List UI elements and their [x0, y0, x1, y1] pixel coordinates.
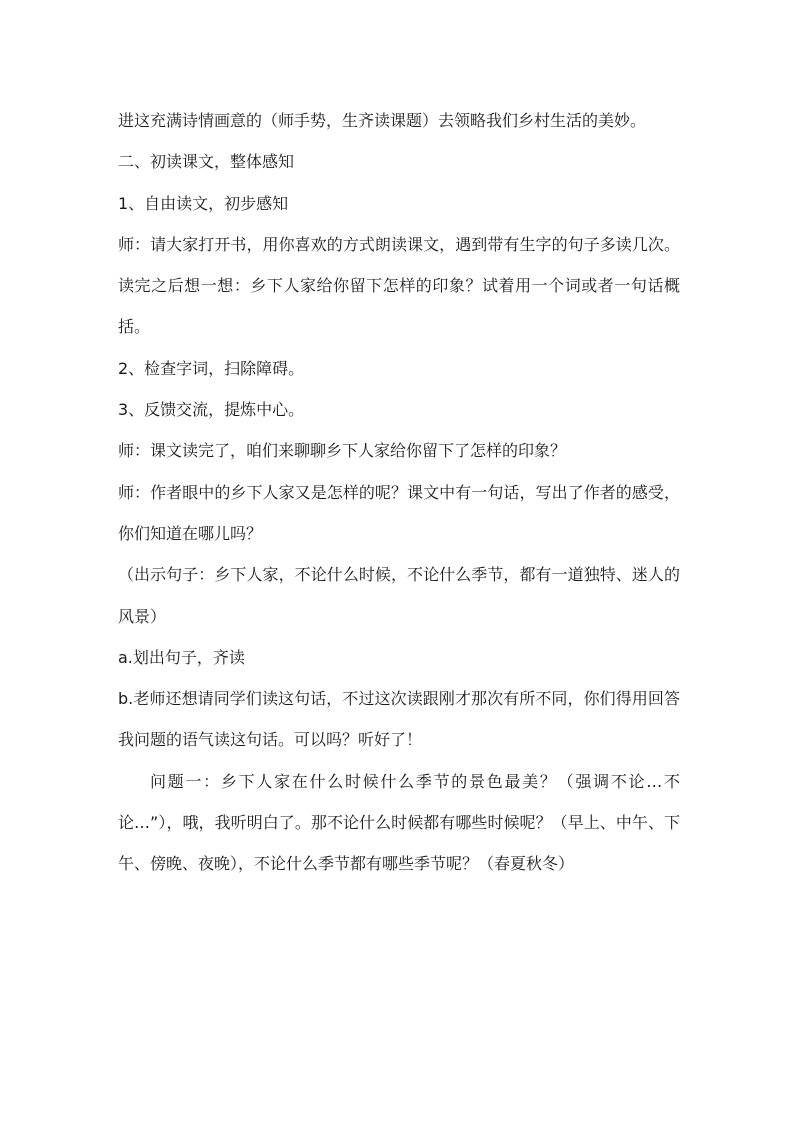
activity-b-read-again: b.老师还想请同学们读这句话，不过这次读跟刚才那次有所不同，你们得用回答我问题的语气读这句话。可以吗？听好了！ — [118, 689, 680, 750]
paragraph-intro-continuation: 进这充满诗情画意的（师手势，生齐读课题）去领略我们乡村生活的美妙。 — [118, 111, 647, 130]
teacher-question-author-view: 师：作者眼中的乡下人家又是怎样的呢？课文中有一句话，写出了作者的感受，你们知道在哪儿吗？ — [118, 482, 680, 543]
activity-a-underline: a.划出句子，齐读 — [118, 647, 245, 667]
step-heading-feedback: 3、反馈交流，提炼中心。 — [118, 400, 305, 420]
document-body — [118, 100, 680, 885]
key-sentence-display: （出示句子：乡下人家，不论什么时候，不论什么季节，都有一道独特、迷人的风景） — [118, 565, 680, 626]
teacher-instruction-read-text: 师：请大家打开书，用你喜欢的方式朗读课文，遇到带有生字的句子多读几次。读完之后想一想：乡下人家给你留下怎样的印象？试着用一个词或者一句话概括。 — [118, 234, 680, 337]
section-heading-first-reading: 二、初读课文，整体感知 — [118, 152, 295, 172]
step-heading-free-reading: 1、自由读文，初步感知 — [118, 193, 289, 213]
question-one-paragraph: 问题一：乡下人家在什么时候什么季节的景色最美？（强调不论…不论…”），哦，我听明白了。那不论什么时候都有哪些时候呢？（早上、中午、下午、傍晚、夜晚），不论什么季节都有哪些季节呢？（春夏秋冬） — [118, 771, 680, 874]
step-heading-check-words: 2、检查字词，扫除障碍。 — [118, 358, 305, 378]
teacher-question-impression: 师：课文读完了，咱们来聊聊乡下人家给你留下了怎样的印象？ — [118, 441, 567, 461]
